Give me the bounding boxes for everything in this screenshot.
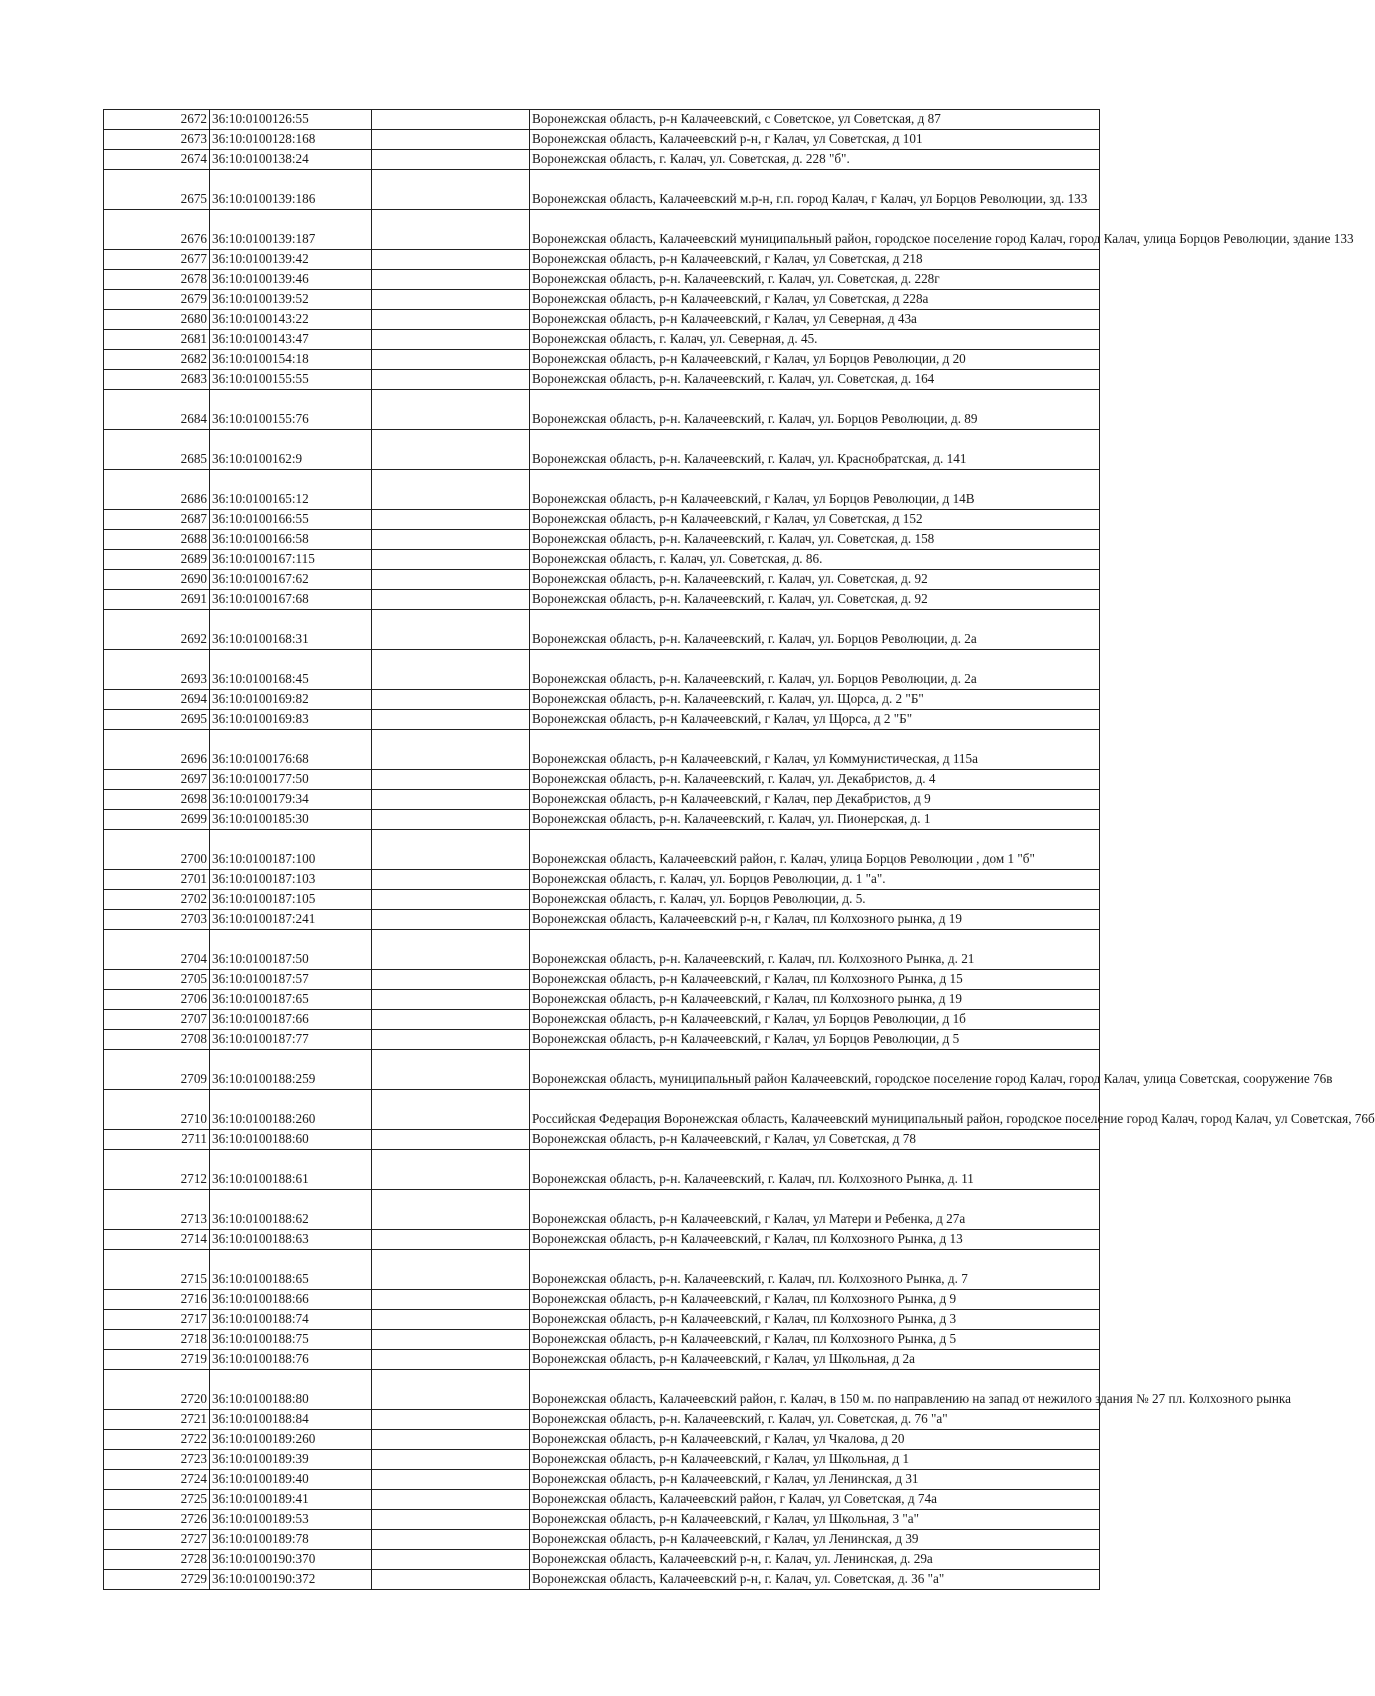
row-number: 2684 [104, 390, 210, 430]
row-number: 2725 [104, 1490, 210, 1510]
empty-cell [372, 130, 530, 150]
address-cell: Воронежская область, р-н. Калачеевский, г. Калач, ул. Борцов Революции, д. 89 [530, 390, 1100, 430]
cadastral-number: 36:10:0100189:260 [210, 1430, 372, 1450]
table-row [104, 110, 1100, 130]
cadastral-number: 36:10:0100165:12 [210, 470, 372, 510]
table-row [104, 1550, 1100, 1570]
row-number: 2706 [104, 990, 210, 1010]
empty-cell [372, 1550, 530, 1570]
cadastral-number: 36:10:0100169:82 [210, 690, 372, 710]
row-number: 2694 [104, 690, 210, 710]
row-number: 2717 [104, 1310, 210, 1330]
empty-cell [372, 430, 530, 470]
empty-cell [372, 770, 530, 790]
empty-cell [372, 1350, 530, 1370]
address-cell: Воронежская область, р-н Калачеевский, г Калач, пер Декабристов, д 9 [530, 790, 1100, 810]
address-cell: Воронежская область, р-н Калачеевский, г Калач, ул Школьная, 3 "а" [530, 1510, 1100, 1530]
cadastral-number: 36:10:0100188:61 [210, 1150, 372, 1190]
address-cell: Воронежская область, р-н Калачеевский, г Калач, пл Колхозного Рынка, д 13 [530, 1230, 1100, 1250]
table-row [104, 1530, 1100, 1550]
empty-cell [372, 290, 530, 310]
empty-cell [372, 1490, 530, 1510]
empty-cell [372, 550, 530, 570]
row-number: 2679 [104, 290, 210, 310]
cadastral-number: 36:10:0100155:76 [210, 390, 372, 430]
cadastral-number: 36:10:0100168:45 [210, 650, 372, 690]
table-row [104, 1510, 1100, 1530]
address-cell: Воронежская область, р-н. Калачеевский, г. Калач, ул. Борцов Революции, д. 2а [530, 650, 1100, 690]
address-cell: Воронежская область, р-н. Калачеевский, г. Калач, ул. Советская, д. 158 [530, 530, 1100, 550]
empty-cell [372, 530, 530, 550]
table-row [104, 1230, 1100, 1250]
empty-cell [372, 1570, 530, 1590]
address-cell: Воронежская область, р-н. Калачеевский, г. Калач, ул. Краснобратская, д. 141 [530, 430, 1100, 470]
empty-cell [372, 830, 530, 870]
table-row [104, 990, 1100, 1010]
table-row [104, 510, 1100, 530]
table-row [104, 470, 1100, 510]
cadastral-number: 36:10:0100177:50 [210, 770, 372, 790]
table-row [104, 810, 1100, 830]
empty-cell [372, 930, 530, 970]
empty-cell [372, 1450, 530, 1470]
table-row [104, 1450, 1100, 1470]
address-cell: Воронежская область, р-н Калачеевский, г Калач, пл Колхозного Рынка, д 9 [530, 1290, 1100, 1310]
address-cell: Воронежская область, р-н. Калачеевский, г. Калач, ул. Советская, д. 92 [530, 570, 1100, 590]
empty-cell [372, 690, 530, 710]
table-row [104, 310, 1100, 330]
address-cell: Воронежская область, г. Калач, ул. Северная, д. 45. [530, 330, 1100, 350]
empty-cell [372, 1150, 530, 1190]
table-row [104, 970, 1100, 990]
empty-cell [372, 510, 530, 530]
empty-cell [372, 890, 530, 910]
empty-cell [372, 730, 530, 770]
cadastral-number: 36:10:0100143:22 [210, 310, 372, 330]
address-cell: Воронежская область, Калачеевский р-н, г. Калач, ул. Советская, д. 36 "а" [530, 1570, 1100, 1590]
row-number: 2680 [104, 310, 210, 330]
row-number: 2718 [104, 1330, 210, 1350]
row-number: 2713 [104, 1190, 210, 1230]
address-cell: Воронежская область, Калачеевский р-н, г Калач, ул Советская, д 101 [530, 130, 1100, 150]
empty-cell [372, 110, 530, 130]
table-row [104, 270, 1100, 290]
table-row [104, 290, 1100, 310]
empty-cell [372, 1250, 530, 1290]
row-number: 2711 [104, 1130, 210, 1150]
row-number: 2728 [104, 1550, 210, 1570]
row-number: 2688 [104, 530, 210, 550]
empty-cell [372, 370, 530, 390]
cadastral-number: 36:10:0100188:260 [210, 1090, 372, 1130]
table-row [104, 1290, 1100, 1310]
address-cell: Воронежская область, р-н Калачеевский, г Калач, пл Колхозного Рынка, д 5 [530, 1330, 1100, 1350]
address-cell: Воронежская область, Калачеевский муниципальный район, городское поселение город Калач, город Калач, улица Борцов Революции, здание 133 [530, 210, 1100, 250]
address-cell: Воронежская область, р-н Калачеевский, г Калач, ул Борцов Революции, д 14В [530, 470, 1100, 510]
address-cell: Воронежская область, р-н Калачеевский, г Калач, ул Коммунистическая, д 115а [530, 730, 1100, 770]
table-row [104, 730, 1100, 770]
address-cell: Воронежская область, р-н Калачеевский, г Калач, ул Щорса, д 2 "Б" [530, 710, 1100, 730]
row-number: 2696 [104, 730, 210, 770]
empty-cell [372, 210, 530, 250]
row-number: 2685 [104, 430, 210, 470]
table-row [104, 1010, 1100, 1030]
table-row [104, 530, 1100, 550]
cadastral-number: 36:10:0100167:62 [210, 570, 372, 590]
cadastral-number: 36:10:0100190:372 [210, 1570, 372, 1590]
cadastral-number: 36:10:0100139:187 [210, 210, 372, 250]
address-cell: Воронежская область, р-н Калачеевский, г Калач, ул Ленинская, д 31 [530, 1470, 1100, 1490]
empty-cell [372, 790, 530, 810]
empty-cell [372, 910, 530, 930]
row-number: 2697 [104, 770, 210, 790]
address-cell: Воронежская область, р-н. Калачеевский, г. Калач, ул. Пионерская, д. 1 [530, 810, 1100, 830]
row-number: 2707 [104, 1010, 210, 1030]
empty-cell [372, 1010, 530, 1030]
table-row [104, 130, 1100, 150]
row-number: 2681 [104, 330, 210, 350]
cadastral-number: 36:10:0100154:18 [210, 350, 372, 370]
empty-cell [372, 350, 530, 370]
cadastral-number: 36:10:0100168:31 [210, 610, 372, 650]
table-row [104, 1470, 1100, 1490]
cadastral-number: 36:10:0100188:80 [210, 1370, 372, 1410]
empty-cell [372, 170, 530, 210]
empty-cell [372, 990, 530, 1010]
table-row [104, 1350, 1100, 1370]
cadastral-number: 36:10:0100138:24 [210, 150, 372, 170]
table-row [104, 370, 1100, 390]
cadastral-number: 36:10:0100187:100 [210, 830, 372, 870]
address-cell: Воронежская область, р-н Калачеевский, г Калач, пл Колхозного рынка, д 19 [530, 990, 1100, 1010]
row-number: 2672 [104, 110, 210, 130]
row-number: 2720 [104, 1370, 210, 1410]
row-number: 2675 [104, 170, 210, 210]
cadastral-number: 36:10:0100139:42 [210, 250, 372, 270]
address-cell: Воронежская область, г. Калач, ул. Советская, д. 228 "б". [530, 150, 1100, 170]
empty-cell [372, 150, 530, 170]
table-row [104, 790, 1100, 810]
cadastral-number: 36:10:0100189:78 [210, 1530, 372, 1550]
address-cell: Воронежская область, р-н Калачеевский, г Калач, ул Северная, д 43а [530, 310, 1100, 330]
cadastral-number: 36:10:0100188:76 [210, 1350, 372, 1370]
table-row [104, 830, 1100, 870]
empty-cell [372, 1370, 530, 1410]
cadastral-number: 36:10:0100187:65 [210, 990, 372, 1010]
cadastral-number: 36:10:0100139:46 [210, 270, 372, 290]
table-row [104, 1030, 1100, 1050]
cadastral-number: 36:10:0100188:62 [210, 1190, 372, 1230]
row-number: 2712 [104, 1150, 210, 1190]
cadastral-number: 36:10:0100126:55 [210, 110, 372, 130]
cadastral-number: 36:10:0100187:103 [210, 870, 372, 890]
cadastral-number: 36:10:0100188:75 [210, 1330, 372, 1350]
table-row [104, 1190, 1100, 1230]
empty-cell [372, 390, 530, 430]
table-row [104, 1090, 1100, 1130]
cadastral-number: 36:10:0100176:68 [210, 730, 372, 770]
table-row [104, 710, 1100, 730]
cadastral-number: 36:10:0100155:55 [210, 370, 372, 390]
address-cell: Воронежская область, г. Калач, ул. Борцов Революции, д. 1 "а". [530, 870, 1100, 890]
table-row [104, 1250, 1100, 1290]
empty-cell [372, 1190, 530, 1230]
address-cell: Воронежская область, р-н Калачеевский, г Калач, ул Советская, д 78 [530, 1130, 1100, 1150]
row-number: 2724 [104, 1470, 210, 1490]
cadastral-number: 36:10:0100189:53 [210, 1510, 372, 1530]
empty-cell [372, 610, 530, 650]
table-row [104, 1570, 1100, 1590]
empty-cell [372, 650, 530, 690]
address-cell: Воронежская область, р-н Калачеевский, г Калач, ул Борцов Революции, д 5 [530, 1030, 1100, 1050]
cadastral-number: 36:10:0100187:105 [210, 890, 372, 910]
address-cell: Воронежская область, р-н. Калачеевский, г. Калач, ул. Советская, д. 164 [530, 370, 1100, 390]
address-cell: Российская Федерация Воронежская область, Калачеевский муниципальный район, городское поселение город Калач, город Калач, ул Советская, 76б [530, 1090, 1100, 1130]
empty-cell [372, 810, 530, 830]
table-row [104, 430, 1100, 470]
address-cell: Воронежская область, р-н. Калачеевский, г. Калач, ул. Щорса, д. 2 "Б" [530, 690, 1100, 710]
cadastral-number: 36:10:0100188:84 [210, 1410, 372, 1430]
table-row [104, 1130, 1100, 1150]
cadastral-number: 36:10:0100188:66 [210, 1290, 372, 1310]
cadastral-number: 36:10:0100188:259 [210, 1050, 372, 1090]
cadastral-number: 36:10:0100188:60 [210, 1130, 372, 1150]
row-number: 2683 [104, 370, 210, 390]
empty-cell [372, 1030, 530, 1050]
empty-cell [372, 590, 530, 610]
row-number: 2714 [104, 1230, 210, 1250]
address-cell: Воронежская область, р-н Калачеевский, г Калач, пл Колхозного Рынка, д 15 [530, 970, 1100, 990]
empty-cell [372, 1310, 530, 1330]
cadastral-number: 36:10:0100187:77 [210, 1030, 372, 1050]
cadastral-number: 36:10:0100187:50 [210, 930, 372, 970]
address-cell: Воронежская область, Калачеевский р-н, г Калач, пл Колхозного рынка, д 19 [530, 910, 1100, 930]
row-number: 2710 [104, 1090, 210, 1130]
address-cell: Воронежская область, г. Калач, ул. Советская, д. 86. [530, 550, 1100, 570]
address-cell: Воронежская область, р-н Калачеевский, г Калач, ул Советская, д 152 [530, 510, 1100, 530]
cadastral-number: 36:10:0100166:55 [210, 510, 372, 530]
row-number: 2699 [104, 810, 210, 830]
address-cell: Воронежская область, Калачеевский р-н, г. Калач, ул. Ленинская, д. 29а [530, 1550, 1100, 1570]
cadastral-number: 36:10:0100187:66 [210, 1010, 372, 1030]
row-number: 2705 [104, 970, 210, 990]
address-cell: Воронежская область, р-н Калачеевский, г Калач, ул Матери и Ребенка, д 27а [530, 1190, 1100, 1230]
address-cell: Воронежская область, Калачеевский м.р-н, г.п. город Калач, г Калач, ул Борцов Революции, зд. 133 [530, 170, 1100, 210]
address-cell: Воронежская область, Калачеевский район, г. Калач, в 150 м. по направлению на запад от нежилого здания № 27 пл. Колхозного рынка [530, 1370, 1100, 1410]
table-row [104, 610, 1100, 650]
row-number: 2723 [104, 1450, 210, 1470]
cadastral-number: 36:10:0100166:58 [210, 530, 372, 550]
address-cell: Воронежская область, р-н Калачеевский, г Калач, пл Колхозного Рынка, д 3 [530, 1310, 1100, 1330]
table-row [104, 570, 1100, 590]
address-cell: Воронежская область, р-н. Калачеевский, г. Калач, пл. Колхозного Рынка, д. 7 [530, 1250, 1100, 1290]
address-cell: Воронежская область, р-н. Калачеевский, г. Калач, пл. Колхозного Рынка, д. 21 [530, 930, 1100, 970]
cadastral-number: 36:10:0100167:68 [210, 590, 372, 610]
address-cell: Воронежская область, р-н Калачеевский, г Калач, ул Чкалова, д 20 [530, 1430, 1100, 1450]
address-cell: Воронежская область, г. Калач, ул. Борцов Революции, д. 5. [530, 890, 1100, 910]
cadastral-number: 36:10:0100188:65 [210, 1250, 372, 1290]
cadastral-number: 36:10:0100190:370 [210, 1550, 372, 1570]
empty-cell [372, 1130, 530, 1150]
cadastral-number: 36:10:0100169:83 [210, 710, 372, 730]
table-row [104, 1310, 1100, 1330]
cadastral-number: 36:10:0100185:30 [210, 810, 372, 830]
row-number: 2700 [104, 830, 210, 870]
table-row [104, 590, 1100, 610]
row-number: 2721 [104, 1410, 210, 1430]
cadastral-number: 36:10:0100189:39 [210, 1450, 372, 1470]
address-cell: Воронежская область, р-н Калачеевский, г Калач, ул Советская, д 218 [530, 250, 1100, 270]
empty-cell [372, 1430, 530, 1450]
table-row [104, 1150, 1100, 1190]
address-cell: Воронежская область, р-н Калачеевский, г Калач, ул Школьная, д 1 [530, 1450, 1100, 1470]
row-number: 2727 [104, 1530, 210, 1550]
row-number: 2674 [104, 150, 210, 170]
cadastral-number: 36:10:0100139:52 [210, 290, 372, 310]
cadastral-number: 36:10:0100167:115 [210, 550, 372, 570]
empty-cell [372, 1530, 530, 1550]
table-row [104, 910, 1100, 930]
empty-cell [372, 710, 530, 730]
row-number: 2715 [104, 1250, 210, 1290]
table-row [104, 1430, 1100, 1450]
table-row [104, 930, 1100, 970]
row-number: 2726 [104, 1510, 210, 1530]
table-row [104, 170, 1100, 210]
address-cell: Воронежская область, р-н Калачеевский, г Калач, ул Борцов Революции, д 1б [530, 1010, 1100, 1030]
empty-cell [372, 470, 530, 510]
table-row [104, 330, 1100, 350]
row-number: 2702 [104, 890, 210, 910]
table-row [104, 150, 1100, 170]
row-number: 2693 [104, 650, 210, 690]
address-cell: Воронежская область, р-н Калачеевский, г Калач, ул Школьная, д 2а [530, 1350, 1100, 1370]
table-row [104, 1370, 1100, 1410]
table-row [104, 550, 1100, 570]
table-row [104, 690, 1100, 710]
row-number: 2676 [104, 210, 210, 250]
row-number: 2709 [104, 1050, 210, 1090]
row-number: 2690 [104, 570, 210, 590]
address-cell: Воронежская область, р-н Калачеевский, г Калач, ул Советская, д 228а [530, 290, 1100, 310]
empty-cell [372, 1090, 530, 1130]
empty-cell [372, 1290, 530, 1310]
row-number: 2729 [104, 1570, 210, 1590]
row-number: 2682 [104, 350, 210, 370]
address-cell: Воронежская область, р-н. Калачеевский, г. Калач, ул. Советская, д. 228г [530, 270, 1100, 290]
empty-cell [372, 870, 530, 890]
empty-cell [372, 1050, 530, 1090]
cadastral-number: 36:10:0100187:57 [210, 970, 372, 990]
table-row [104, 770, 1100, 790]
table-row [104, 210, 1100, 250]
row-number: 2695 [104, 710, 210, 730]
row-number: 2691 [104, 590, 210, 610]
empty-cell [372, 250, 530, 270]
row-number: 2692 [104, 610, 210, 650]
empty-cell [372, 1230, 530, 1250]
registry-table [103, 109, 1375, 1590]
address-cell: Воронежская область, р-н Калачеевский, г Калач, ул Борцов Революции, д 20 [530, 350, 1100, 370]
row-number: 2722 [104, 1430, 210, 1450]
row-number: 2716 [104, 1290, 210, 1310]
table-row [104, 1410, 1100, 1430]
empty-cell [372, 570, 530, 590]
empty-cell [372, 330, 530, 350]
table-row [104, 350, 1100, 370]
cadastral-number: 36:10:0100128:168 [210, 130, 372, 150]
cadastral-number: 36:10:0100139:186 [210, 170, 372, 210]
address-cell: Воронежская область, р-н. Калачеевский, г. Калач, ул. Борцов Революции, д. 2а [530, 610, 1100, 650]
cadastral-number: 36:10:0100187:241 [210, 910, 372, 930]
address-cell: Воронежская область, р-н. Калачеевский, г. Калач, пл. Колхозного Рынка, д. 11 [530, 1150, 1100, 1190]
cadastral-number: 36:10:0100188:63 [210, 1230, 372, 1250]
cadastral-number: 36:10:0100143:47 [210, 330, 372, 350]
table-row [104, 390, 1100, 430]
address-cell: Воронежская область, Калачеевский район, г. Калач, улица Борцов Революции , дом 1 "б" [530, 830, 1100, 870]
empty-cell [372, 970, 530, 990]
cadastral-number: 36:10:0100189:40 [210, 1470, 372, 1490]
row-number: 2719 [104, 1350, 210, 1370]
table-row [104, 650, 1100, 690]
cadastral-number: 36:10:0100162:9 [210, 430, 372, 470]
empty-cell [372, 1510, 530, 1530]
row-number: 2687 [104, 510, 210, 530]
table-row [104, 1490, 1100, 1510]
cadastral-number: 36:10:0100189:41 [210, 1490, 372, 1510]
table-row [104, 1050, 1100, 1090]
address-cell: Воронежская область, р-н. Калачеевский, г. Калач, ул. Советская, д. 76 "а" [530, 1410, 1100, 1430]
row-number: 2678 [104, 270, 210, 290]
row-number: 2708 [104, 1030, 210, 1050]
row-number: 2704 [104, 930, 210, 970]
cadastral-number: 36:10:0100188:74 [210, 1310, 372, 1330]
row-number: 2686 [104, 470, 210, 510]
empty-cell [372, 1330, 530, 1350]
empty-cell [372, 310, 530, 330]
empty-cell [372, 1410, 530, 1430]
address-cell: Воронежская область, р-н Калачеевский, с Советское, ул Советская, д 87 [530, 110, 1100, 130]
table-row [104, 870, 1100, 890]
address-cell: Воронежская область, р-н Калачеевский, г Калач, ул Ленинская, д 39 [530, 1530, 1100, 1550]
row-number: 2673 [104, 130, 210, 150]
address-cell: Воронежская область, р-н. Калачеевский, г. Калач, ул. Советская, д. 92 [530, 590, 1100, 610]
row-number: 2689 [104, 550, 210, 570]
row-number: 2703 [104, 910, 210, 930]
empty-cell [372, 270, 530, 290]
row-number: 2677 [104, 250, 210, 270]
row-number: 2701 [104, 870, 210, 890]
row-number: 2698 [104, 790, 210, 810]
table-row [104, 250, 1100, 270]
table-row [104, 890, 1100, 910]
address-cell: Воронежская область, муниципальный район Калачеевский, городское поселение город Калач, город Калач, улица Советская, сооружение 76в [530, 1050, 1100, 1090]
address-cell: Воронежская область, р-н. Калачеевский, г. Калач, ул. Декабристов, д. 4 [530, 770, 1100, 790]
registry-body [104, 110, 1375, 1590]
table-row [104, 1330, 1100, 1350]
empty-cell [372, 1470, 530, 1490]
address-cell: Воронежская область, Калачеевский район, г Калач, ул Советская, д 74а [530, 1490, 1100, 1510]
cadastral-number: 36:10:0100179:34 [210, 790, 372, 810]
